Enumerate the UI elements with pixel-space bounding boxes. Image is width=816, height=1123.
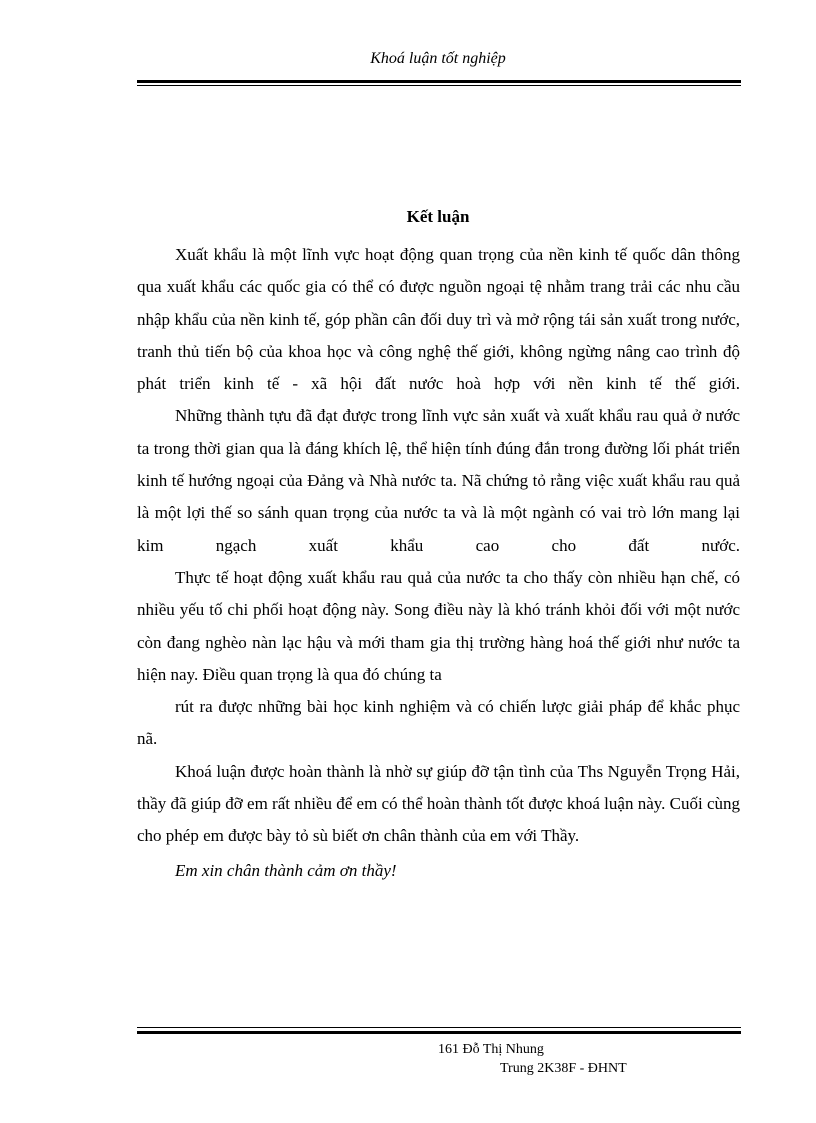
header-rule-thin <box>137 85 741 86</box>
body-text <box>137 239 740 887</box>
paragraph-4: rút ra được những bài học kinh nghiệm và có chiến lược giải pháp để khắc phục nã. <box>137 697 740 749</box>
footer-line-2: Trung 2K38F - ĐHNT <box>500 1061 627 1076</box>
paragraph-1: Xuất khẩu là một lĩnh vực hoạt động quan trọng của nền kinh tế quốc dân thông qua xuất khẩu các quốc gia có thể có được nguồn ngoại tệ nhằm trang trải các nhu cầu nhập khẩu của nền kinh tế, góp phần cân đối duy trì và mở rộng tái sản xuất trong nước, tranh thủ tiến bộ của khoa học và công nghệ thế giới, không ngừng nâng cao trình độ phát triển kinh tế - xã hội đất nước hoà hợp với nền kinh tế thế giới. <box>137 245 740 394</box>
header-rule-thick <box>137 80 741 83</box>
page-header-title: Khoá luận tốt nghiệp <box>370 50 506 67</box>
footer-line-1: 161 Đỗ Thị Nhung <box>438 1042 544 1057</box>
footer-rule-thick <box>137 1031 741 1034</box>
paragraph-2: Những thành tựu đã đạt được trong lĩnh vực sản xuất và xuất khẩu rau quả ở nước ta trong thời gian qua là đáng khích lệ, thể hiện tính đúng đắn trong đường lối phát triển kinh tế hướng ngoại của Đảng và Nhà nước ta. Nã chứng tỏ rằng việc xuất khẩu rau quả là một lợi thế so sánh quan trọng của nước ta và là một ngành có vai trò lớn mang lại kim ngạch xuất khẩu cao cho đất nước. <box>137 406 740 555</box>
page-footer <box>438 1040 627 1078</box>
paragraph-3: Thực tế hoạt động xuất khẩu rau quả của nước ta cho thấy còn nhiều hạn chế, có nhiều yếu tố chi phối hoạt động này. Song điều này là khó tránh khỏi đối với một nước còn đang nghèo nàn lạc hậu và mới tham gia thị trường hàng hoá thế giới như nước ta hiện nay. Điều quan trọng là qua đó chúng ta <box>137 567 740 684</box>
paragraph-5: Khoá luận được hoàn thành là nhờ sự giúp đỡ tận tình của Ths Nguyễn Trọng Hải, thầy đã giúp đỡ em rất nhiều để em có thể hoàn thành tốt được khoá luận này. Cuối cùng cho phép em được bày tỏ sù biết ơn chân thành của em với Thầy. <box>137 761 740 846</box>
closing-line: Em xin chân thành cảm ơn thầy! <box>175 860 397 880</box>
footer-rule-thin <box>137 1027 741 1028</box>
section-heading: Kết luận <box>406 207 470 226</box>
